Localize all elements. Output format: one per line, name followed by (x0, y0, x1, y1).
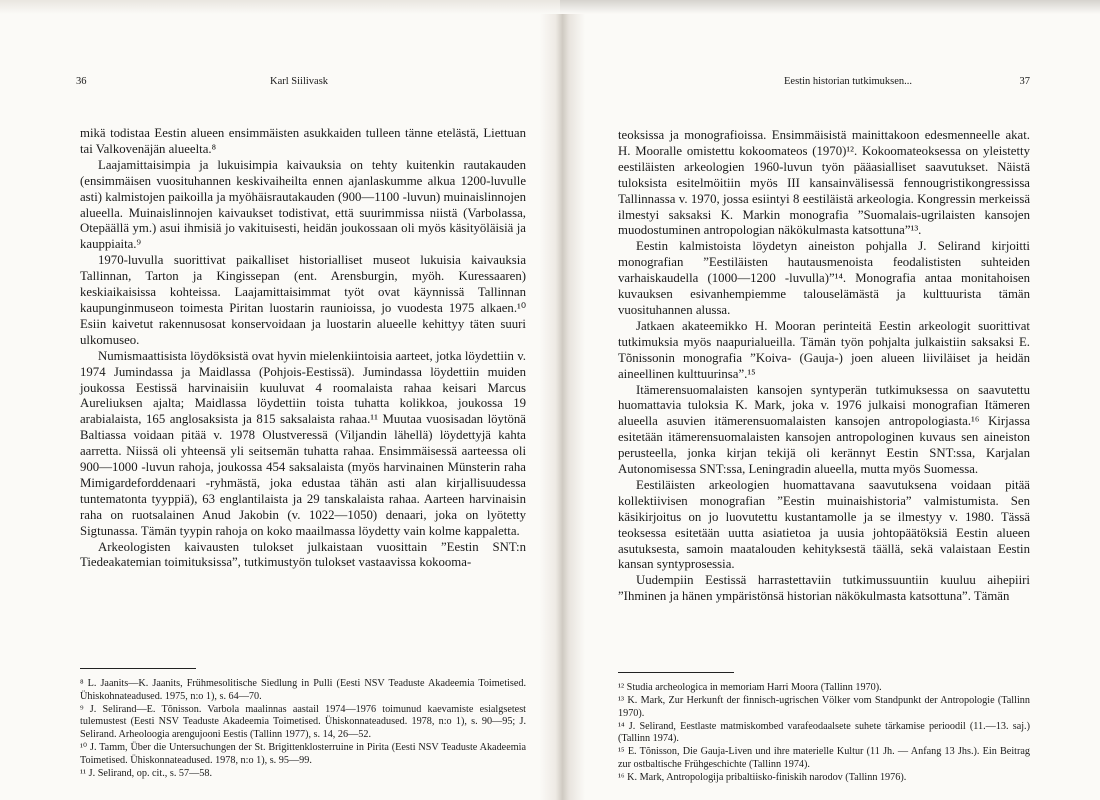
paragraph: teoksissa ja monografioissa. Ensimmäisistä mainittakoon edesmenneelle akat. H. Mooralle omistettu kokoomateos (1970)¹². Kokoomateoksessa on yleistetty eestiläisten arkeologien 1960-luvun työn pääasialliset saavutukset. Näistä tuloksista esitelmöitiin myös III kansainvälisessä fennougristikongressissa Tallinnassa v. 1970, jossa esiintyi 8 eestiläistä arkeologia. Kongressin merkeissä ilmestyi saksaksi K. Markin monografia ”Suomalais-ugrilaisten kansojen muodostuminen antropologian näkökulmasta katsottuna”¹³. (618, 128, 1030, 238)
footnote: ¹³ K. Mark, Zur Herkunft der finnisch-ugrischen Völker vom Standpunkt der Antropologie (Tallinn 1970). (618, 695, 1030, 719)
page-top-shadow (560, 0, 1100, 14)
footnote-rule (80, 668, 196, 669)
footnote: ⁸ L. Jaanits—K. Jaanits, Frühmesolitische Siedlung in Pulli (Eesti NSV Teaduste Akadeemia Toimetised. Ühiskohnateadused. 1975, n:o 1), s. 64—70. (80, 678, 526, 702)
footnotes (80, 678, 526, 781)
running-head-author: Karl Siilivask (270, 76, 329, 87)
page-top-shadow (0, 0, 560, 14)
page-number: 37 (1019, 76, 1030, 87)
footnote: ¹¹ J. Selirand, op. cit., s. 57—58. (80, 767, 213, 779)
body-text (618, 128, 1030, 605)
paragraph: Numismaattisista löydöksistä ovat hyvin mielenkiintoisia aarteet, jotka löydettiin v. 1974 Jumindassa ja Maidlassa (Pohjois-Eestissä). Jumindassa löydettiin muiden joukossa Eestissä harvinaisiin kuuluvat 4 roomalaista rahaa keisari Marcus Aureliuksen ajalta; Maidlassa löydettiin toista tuhatta kolikkoa, joukossa 19 arabialaista, 165 anglosaksista ja 815 saksalaista rahaa.¹¹ Muutaa vuosisadan löytönä Baltiassa voidaan pitää v. 1978 Olustveressä (Viljandin lähellä) löydettyjä kahta aarretta. Niissä oli yhteensä yli seitsemän tuhatta rahaa. Ensimmäisessä aarteessa oli 900—1000 -luvun rahoja, joukossa 454 saksalaista (myös harvinainen Münsterin raha Mimigardeforddenaari -ryhmästä, joka edustaa tähän asti alan kirjallisuudessa tuntematonta tyyppiä), 63 englantilaista ja 29 tanskalaista rahaa. Aarteen harvinaisin raha on ruotsalainen Anud Jakobin (v. 1022—1050) denaari, joka on lyötetty Sigtunassa. Tämän tyypin rahoja on koko maailmassa löydetty vain kolme kappaletta. (80, 348, 526, 538)
footnote: ¹⁵ E. Tõnisson, Die Gauja-Liven und ihre materielle Kultur (11 Jh. — Anfang 13 Jhs.). Ein Beitrag zur ostbaltische Frühgeschichte (Tallinn 1974). (618, 746, 1030, 771)
paragraph: Itämerensuomalaisten kansojen syntyperän tutkimuksessa on saavutettu huomattavia tuloksia K. Mark, joka v. 1976 julkaisi monografian Itämeren alueella asuvien itämerensuomalaisten kansojen antropologiasta.¹⁶ Kirjassa esitetään itämerensuomalaisten kansojen antropologinen kuvaus sen aineiston perusteella, jonka kirjan tekijä oli kerännyt Eestin SNT:ssa, Karjalan Autonomisessa SNT:ssa, Leningradin alueella, mutta myös Suomessa. (618, 382, 1030, 477)
paragraph: Laajamittaisimpia ja lukuisimpia kaivauksia on tehty kuitenkin rautakauden (ensimmäisen vuosituhannen keskivaiheilta ennen ajanlaskumme alkua 1200-luvulle asti) kalmistojen paikoilla ja myöhäisrautakauden (900—1100 -luvun) muinaislinnojen alueella. Muinaislinnojen kaivaukset todistivat, että suurimmissa niistä (Varbolassa, Otepäällä ym.) asui ihmisiä jo vakituisesti, heidän joukossaan oli myös käsityöläisiä ja kauppiaita.⁹ (80, 157, 526, 252)
footnote: ¹⁴ J. Selirand, Eestlaste matmiskombed varafeodaalsete suhete tärkamise perioodil (11.—13. saj.) (Tallinn 1974). (618, 720, 1030, 745)
paragraph: Arkeologisten kaivausten tulokset julkaistaan vuosittain ”Eestin SNT:n Tiedeakatemian toimituksissa”, tutkimustyön tulokset vastaavissa kokooma- (80, 539, 526, 570)
running-head-title: Eestin historian tutkimuksen... (784, 76, 913, 87)
paragraph: Jatkaen akateemikko H. Mooran perinteitä Eestin arkeologit suorittivat tutkimuksia myös naapurialueilla. Tämän työn pohjalta julkaistiin saksaksi E. Tõnissonin monografia ”Koiva- (Gauja-) joen alueen liiviläiset ja heidän aineellinen kulttuurinsa”.¹⁵ (618, 318, 1030, 381)
paragraph: Eestin kalmistoista löydetyn aineiston pohjalla J. Selirand kirjoitti monografian ”Eestiläisten hautausmenoista feodalististen suhteiden varhaiskaudella (1000—1200 -luvulla)”¹⁴. Monografia antaa monitahoisen kuvauksen esivanhempiemme talouselämästä ja kulttuurista tämän vuosituhannen alussa. (618, 239, 1030, 317)
footnote: ¹² Studia archeologica in memoriam Harri Moora (Tallinn 1970). (618, 682, 882, 693)
footnotes (618, 682, 1030, 785)
footnote: ¹⁰ J. Tamm, Über die Untersuchungen der St. Brigittenklosterruine in Pirita (Eesti NSV Teaduste Akadeemia Toimetised. Ühiskonnateadused. 1978, n:o 1), s. 95—99. (80, 741, 526, 766)
running-header (618, 76, 1030, 92)
running-header (76, 76, 526, 92)
footnote: ⁹ J. Selirand—E. Tõnisson. Varbola maalinnas aastail 1974—1976 toimunud kaevamiste esialgsetest tulemustest (Eesti NSV Teaduste Akadeemia Toimetised. Ühiskonnateadused. 1978, n:o 1), s. 90—95; J. Selirand. Arheoloogia arengujooni Eestis (Tallinn 1977), s. 14, 26—52. (80, 703, 526, 740)
body-text (80, 126, 526, 571)
footnote-rule (618, 672, 734, 673)
paragraph: Eestiläisten arkeologien huomattavana saavutuksena voidaan pitää kollektiivisen monografian ”Eestin muinaishistoria” valmistumista. Sen käsikirjoitus on jo luovutettu kustantamolle ja se ilmestyy v. 1980. Tässä teoksessa esitetään uutta asiatietoa ja uusia johtopäätöksiä Eestin alueen asutuksesta, samoin maatalouden kehityksestä täällä, sekä valaistaan Eestin kansan syntyprosessia. (618, 477, 1030, 572)
paragraph: mikä todistaa Eestin alueen ensimmäisten asukkaiden tulleen tänne etelästä, Liettuan tai Valkovenäjän alueelta.⁸ (80, 126, 526, 156)
page-number: 36 (76, 76, 87, 87)
paragraph: 1970-luvulla suorittivat paikalliset historialliset museot lukuisia kaivauksia Tallinnan, Tarton ja Kingissepan (ent. Arensburgin, myöh. Kuressaaren) keskiaikaisissa kohteissa. Laajamittaisimmat työt ovat käynnissä Tallinnan kaupunginmuseon toimesta Piritan luostarin raunioissa, jo vuodesta 1975 alkaen.¹⁰ Esiin kaivetut rakennusosat konservoidaan ja luostarin alueelle kehittyy täten suuri ulkomuseo. (80, 253, 526, 347)
footnote: ¹⁶ K. Mark, Antropologija pribaltiisko-finiskih narodov (Tallinn 1976). (618, 772, 907, 784)
paragraph: Uudempiin Eestissä harrastettaviin tutkimussuuntiin kuuluu aihepiiri ”Ihminen ja hänen ympäristönsä historian näkökulmasta katsottuna”. Tämän (618, 573, 1030, 604)
